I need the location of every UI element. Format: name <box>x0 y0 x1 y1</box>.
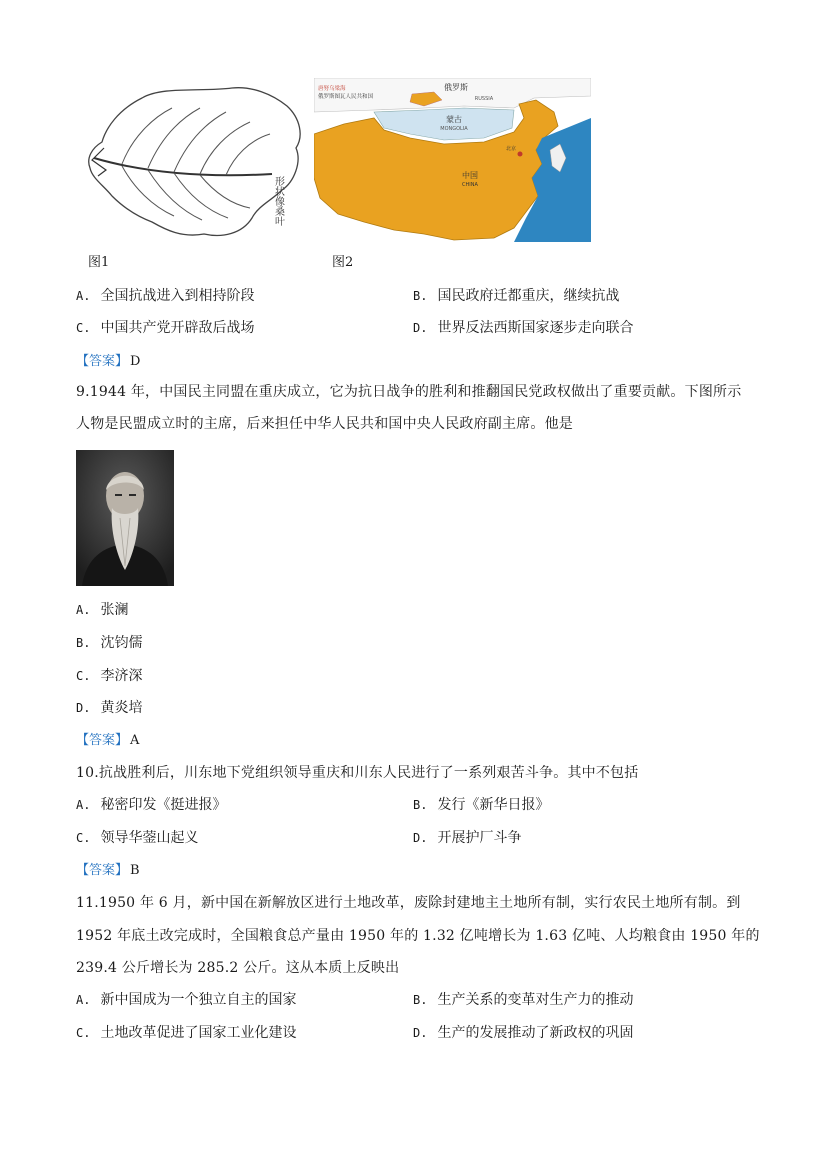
option-text: 世界反法西斯国家逐步走向联合 <box>437 320 634 336</box>
q9-stem-line-1: 9.1944 年，中国民主同盟在重庆成立，它为抗日战争的胜利和推翻国民党政权做出了重要贡献。下图所示 <box>76 384 742 400</box>
figure-2-map <box>314 78 591 242</box>
option-text: 全国抗战进入到相持阶段 <box>100 288 255 304</box>
answer-label: 【答案】 <box>76 863 129 878</box>
leaf-inscription: 形状像桑叶 <box>272 176 284 226</box>
option-key: A. <box>76 603 91 617</box>
option-key: D. <box>76 701 91 715</box>
q9-option-a[interactable] <box>76 600 128 620</box>
q11-option-a[interactable] <box>76 990 296 1010</box>
option-key: A. <box>76 993 91 1007</box>
option-key: B. <box>413 798 428 812</box>
svg-text:北京: 北京 <box>506 146 517 152</box>
option-key: D. <box>413 1026 428 1040</box>
q11-option-d[interactable] <box>413 1023 633 1043</box>
option-key: A. <box>76 289 91 303</box>
q10-option-c[interactable] <box>76 828 198 848</box>
answer-label: 【答案】 <box>76 733 129 748</box>
option-key: C. <box>76 669 91 683</box>
svg-text:CHINA: CHINA <box>462 182 478 188</box>
option-text: 生产的发展推动了新政权的巩固 <box>437 1025 634 1041</box>
option-text: 李济深 <box>100 668 143 684</box>
option-text: 张澜 <box>100 602 129 618</box>
q10-answer <box>76 860 140 881</box>
option-text: 国民政府迁都重庆，继续抗战 <box>437 288 620 304</box>
option-key: B. <box>413 289 428 303</box>
svg-text:唐努乌梁海: 唐努乌梁海 <box>318 86 346 92</box>
q8-option-b[interactable] <box>413 286 619 306</box>
q9-option-b[interactable] <box>76 633 142 653</box>
option-key: B. <box>76 636 91 650</box>
q11-stem-line-2: 1952 年底土改完成时，全国粮食总产量由 1950 年的 1.32 亿吨增长为 1.63 亿吨、人均粮食由 1950 年的 <box>76 928 760 944</box>
option-text: 黄炎培 <box>100 700 143 716</box>
option-text: 秘密印发《挺进报》 <box>100 797 227 813</box>
option-text: 开展护厂斗争 <box>437 830 522 846</box>
figure-1-caption: 图1 <box>88 255 110 270</box>
q10-stem-line-1: 10.抗战胜利后，川东地下党组织领导重庆和川东人民进行了一系列艰苦斗争。其中不包括 <box>76 765 639 781</box>
q11-stem-line-3: 239.4 公斤增长为 285.2 公斤。这从本质上反映出 <box>76 960 400 976</box>
answer-label: 【答案】 <box>76 354 129 369</box>
svg-text:俄罗斯: 俄罗斯 <box>444 83 468 92</box>
q9-answer <box>76 730 139 751</box>
answer-value: B <box>130 863 140 878</box>
q10-option-b[interactable] <box>413 795 549 815</box>
q10-option-a[interactable] <box>76 795 226 815</box>
option-text: 领导华蓥山起义 <box>100 830 199 846</box>
svg-text:MONGOLIA: MONGOLIA <box>440 126 468 132</box>
q11-option-b[interactable] <box>413 990 633 1010</box>
answer-value: D <box>130 354 141 369</box>
q8-option-a[interactable] <box>76 286 254 306</box>
q8-answer <box>76 351 140 372</box>
svg-text:俄罗斯图瓦人民共和国: 俄罗斯图瓦人民共和国 <box>318 94 374 100</box>
q11-stem-line-1: 11.1950 年 6 月，新中国在新解放区进行土地改革，废除封建地主土地所有制，实行农民土地所有制。到 <box>76 895 741 911</box>
option-key: A. <box>76 798 91 812</box>
option-key: C. <box>76 1026 91 1040</box>
q8-option-d[interactable] <box>413 318 633 338</box>
q9-stem-line-2: 人物是民盟成立时的主席，后来担任中华人民共和国中央人民政府副主席。他是 <box>76 416 573 432</box>
option-text: 发行《新华日报》 <box>437 797 550 813</box>
q9-option-d[interactable] <box>76 698 142 718</box>
answer-value: A <box>130 733 140 748</box>
option-key: C. <box>76 831 91 845</box>
option-key: D. <box>413 321 428 335</box>
q10-option-d[interactable] <box>413 828 521 848</box>
q8-option-c[interactable] <box>76 318 254 338</box>
option-key: D. <box>413 831 428 845</box>
option-key: C. <box>76 321 91 335</box>
q11-option-c[interactable] <box>76 1023 296 1043</box>
q9-option-c[interactable] <box>76 666 142 686</box>
option-text: 生产关系的变革对生产力的推动 <box>437 992 634 1008</box>
figure-2-caption: 图2 <box>332 255 354 270</box>
svg-text:RUSSIA: RUSSIA <box>474 96 494 102</box>
option-text: 沈钧儒 <box>100 635 143 651</box>
option-text: 新中国成为一个独立自主的国家 <box>100 992 297 1008</box>
svg-text:蒙古: 蒙古 <box>446 115 462 124</box>
option-text: 中国共产党开辟敌后战场 <box>100 320 255 336</box>
portrait-photo <box>76 450 174 586</box>
svg-text:中国: 中国 <box>462 171 478 180</box>
option-text: 土地改革促进了国家工业化建设 <box>100 1025 297 1041</box>
option-key: B. <box>413 993 428 1007</box>
figure-1-leaf-map <box>82 78 307 246</box>
beijing-marker <box>518 152 523 157</box>
